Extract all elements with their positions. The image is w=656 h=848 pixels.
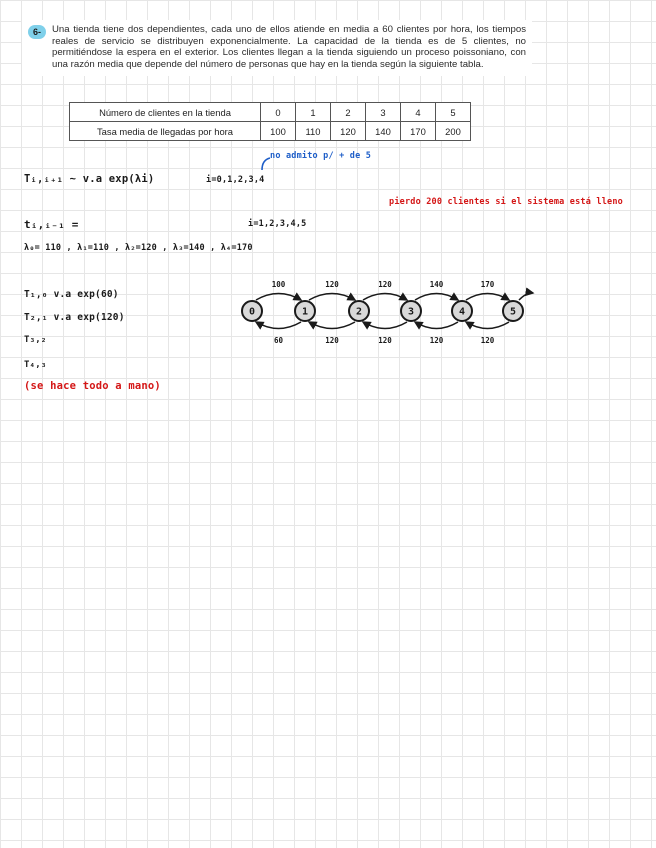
note-t-up-definition: Tᵢ,ᵢ₊₁ ~ v.a exp(λi) xyxy=(24,173,155,185)
table-cell: 110 xyxy=(296,122,331,141)
table-cell: 3 xyxy=(366,103,401,122)
state-label: 0 xyxy=(248,306,256,318)
forward-rate-label: 170 xyxy=(480,280,495,289)
backward-transition-arrow xyxy=(256,322,301,329)
note-by-hand: (se hace todo a mano) xyxy=(24,380,161,392)
table-cell: 4 xyxy=(401,103,436,122)
note-t32: T₃,₂ xyxy=(24,335,47,345)
problem-text: Una tienda tiene dos dependientes, cada uno de ellos atiende en media a 60 clientes por hora, los tiempos reales de servicio se distribuyen exponencialmente. La capacidad de la tienda es de 5 clientes, no permitiéndose la espera en el exterior. Los clientes llegan a la tienda siguiendo un proceso poissoniano, con una razón media que depende del número de personas que hay en la tienda según la siguiente tabla. xyxy=(52,24,526,70)
state-label: 1 xyxy=(301,306,309,318)
backward-transition-arrow xyxy=(309,322,355,329)
note-t21: T₂,₁ v.a exp(120) xyxy=(24,312,125,323)
table-cell: 5 xyxy=(436,103,471,122)
backward-rate-label: 60 xyxy=(273,336,284,345)
forward-rate-label: 100 xyxy=(271,280,286,289)
backward-rate-label: 120 xyxy=(378,336,392,345)
table-cell: 1 xyxy=(296,103,331,122)
note-no-admit: no admito p/ + de 5 xyxy=(270,151,372,161)
forward-transition-arrow xyxy=(309,294,355,301)
table-cell: 170 xyxy=(401,122,436,141)
overflow-transition-arrow xyxy=(519,293,533,300)
table-row-header: Tasa media de llegadas por hora xyxy=(70,122,261,141)
forward-transition-arrow xyxy=(415,294,458,301)
table-cell: 100 xyxy=(261,122,296,141)
backward-transition-arrow xyxy=(415,322,458,329)
table-cell: 120 xyxy=(331,122,366,141)
backward-rate-label: 120 xyxy=(325,336,339,345)
state-label: 2 xyxy=(355,306,363,318)
state-label: 3 xyxy=(407,306,415,318)
note-lambda-values: λ₀= 110 , λ₁=110 , λ₂=120 , λ₃=140 , λ₄=170 xyxy=(24,243,253,253)
forward-transition-arrow xyxy=(363,294,407,301)
backward-rate-label: 120 xyxy=(429,336,444,345)
table-cell: 2 xyxy=(331,103,366,122)
state-label: 4 xyxy=(458,306,466,318)
backward-transition-arrow xyxy=(466,322,509,329)
table-cell: 140 xyxy=(366,122,401,141)
state-label: 5 xyxy=(509,306,517,318)
note-t10: T₁,₀ v.a exp(60) xyxy=(24,289,119,300)
forward-transition-arrow xyxy=(256,294,301,301)
note-pointer-arrow xyxy=(262,158,270,170)
forward-transition-arrow xyxy=(466,294,509,301)
problem-number-badge: 6- xyxy=(28,25,46,39)
forward-rate-label: 120 xyxy=(325,280,339,289)
note-t-down-range: i=1,2,3,4,5 xyxy=(248,219,307,229)
table-cell: 0 xyxy=(261,103,296,122)
note-t43: T₄,₃ xyxy=(24,360,47,370)
backward-rate-label: 120 xyxy=(480,336,495,345)
forward-rate-label: 140 xyxy=(429,280,444,289)
note-t-down-definition: tᵢ,ᵢ₋₁ = xyxy=(24,218,79,231)
forward-rate-label: 120 xyxy=(378,280,392,289)
note-t-up-range: i=0,1,2,3,4 xyxy=(206,175,265,185)
backward-transition-arrow xyxy=(363,322,407,329)
note-lost-clients: pierdo 200 clientes si el sistema está lleno xyxy=(389,197,623,207)
table-cell: 200 xyxy=(436,122,471,141)
table-row-header: Número de clientes en la tienda xyxy=(70,103,261,122)
